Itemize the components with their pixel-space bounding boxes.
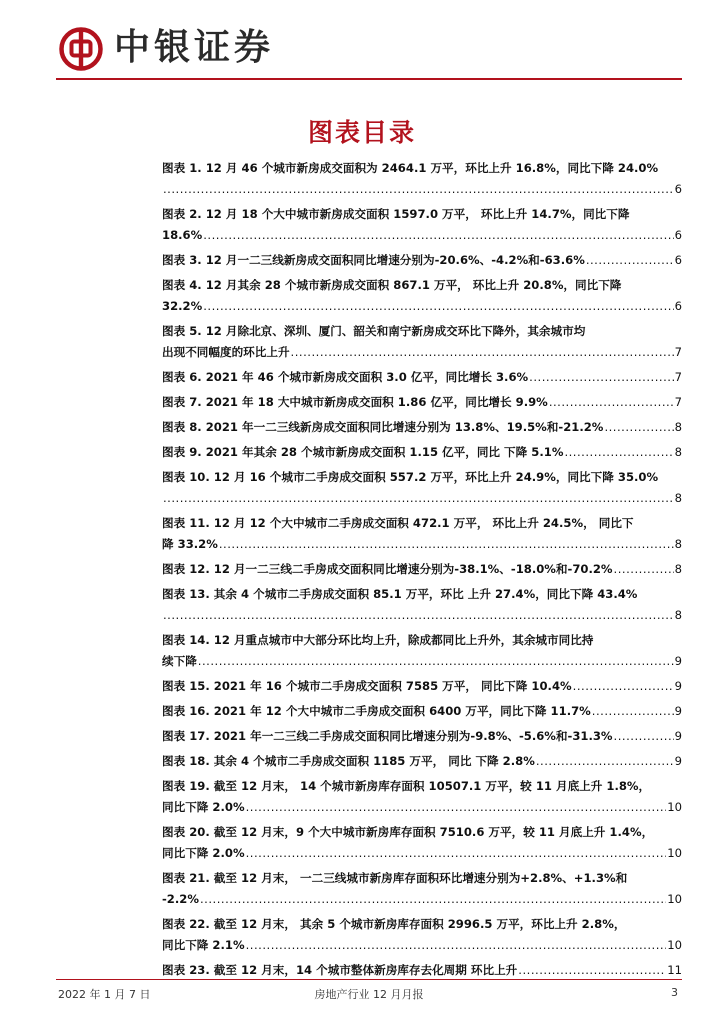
toc-entry[interactable] bbox=[162, 726, 682, 747]
toc-page-number: 10 bbox=[667, 892, 682, 906]
toc-leader-dots bbox=[219, 534, 674, 555]
toc-entry-text: 图表 20. 截至 12 月末，9 个大中城市新房库存面积 7510.6 万平，较 11 月底上升 1.4%， bbox=[162, 825, 654, 839]
toc-entry-text: 降 33.2% bbox=[162, 537, 218, 551]
toc-entry-line bbox=[162, 367, 682, 388]
toc-entry-line bbox=[162, 559, 682, 580]
toc-leader-dots bbox=[549, 392, 674, 413]
toc-entry-line bbox=[162, 868, 682, 889]
toc-entry-text: 图表 17. 2021 年一二三线二手房成交面积同比增速分别为-9.8%、-5.6%和-31.3% bbox=[162, 729, 613, 743]
toc-leader-dots bbox=[592, 701, 674, 722]
toc-entry[interactable] bbox=[162, 676, 682, 697]
toc-page-number: 8 bbox=[674, 420, 682, 434]
toc-leader-dots bbox=[586, 250, 674, 271]
toc-entry[interactable] bbox=[162, 868, 682, 910]
toc-entry[interactable] bbox=[162, 392, 682, 413]
toc-page-number: 9 bbox=[674, 679, 682, 693]
toc-entry-line bbox=[162, 275, 682, 296]
toc-entry-text: 同比下降 2.0% bbox=[162, 800, 245, 814]
toc-leader-dots bbox=[246, 843, 667, 864]
toc-entry[interactable] bbox=[162, 442, 682, 463]
toc-leader-dots bbox=[203, 225, 673, 246]
toc-entry-text: 图表 15. 2021 年 16 个城市二手房成交面积 7585 万平， 同比下降 10.4% bbox=[162, 679, 572, 693]
toc-entry-line bbox=[162, 417, 682, 438]
toc-entry-text: 图表 10. 12 月 16 个城市二手房成交面积 557.2 万平，环比上升 24.9%，同比下降 35.0% bbox=[162, 470, 659, 484]
toc-entry-text: 图表 18. 其余 4 个城市二手房成交面积 1185 万平， 同比 下降 2.8% bbox=[162, 754, 535, 768]
toc-entry-line bbox=[162, 392, 682, 413]
toc-entry-line bbox=[162, 914, 682, 935]
page-header bbox=[58, 24, 688, 74]
toc-entry-text: 图表 19. 截至 12 月末， 14 个城市新房库存面积 10507.1 万平，较 11 月底上升 1.8%， bbox=[162, 779, 651, 793]
toc-entry-text: 图表 21. 截至 12 月末， 一二三线城市新房库存面积环比增速分别为+2.8%、+1.3%和 bbox=[162, 871, 628, 885]
toc-entry-line bbox=[162, 513, 682, 534]
toc-entry-text: 32.2% bbox=[162, 299, 203, 313]
toc-entry-line bbox=[162, 797, 682, 818]
toc-entry[interactable] bbox=[162, 367, 682, 388]
toc-page-number: 7 bbox=[674, 395, 682, 409]
footer-date: 2022 年 1 月 7 日 bbox=[58, 988, 151, 1001]
toc-page-number: 9 bbox=[674, 729, 682, 743]
toc-leader-dots bbox=[518, 960, 666, 981]
toc-page-number: 9 bbox=[674, 654, 682, 668]
toc-entry-line bbox=[162, 676, 682, 697]
toc-entry-line bbox=[162, 204, 682, 225]
toc-entry-text: 图表 3. 12 月一二三线新房成交面积同比增速分别为-20.6%、-4.2%和-63.6% bbox=[162, 253, 585, 267]
header-divider bbox=[56, 78, 682, 80]
toc-entry[interactable] bbox=[162, 467, 682, 509]
toc-entry-text: 同比下降 2.0% bbox=[162, 846, 245, 860]
toc-page-number: 9 bbox=[674, 704, 682, 718]
toc-entry-line bbox=[162, 605, 682, 626]
toc-entry-text: 图表 2. 12 月 18 个大中城市新房成交面积 1597.0 万平， 环比上升 14.7%，同比下降 bbox=[162, 207, 630, 221]
toc-page-number: 8 bbox=[674, 562, 682, 576]
toc-entry[interactable] bbox=[162, 275, 682, 317]
toc-leader-dots bbox=[536, 751, 674, 772]
toc-entry-text: 图表 16. 2021 年 12 个大中城市二手房成交面积 6400 万平，同比下降 11.7% bbox=[162, 704, 591, 718]
footer-divider bbox=[56, 979, 682, 980]
toc-entry-text: 出现不同幅度的环比上升 bbox=[162, 345, 290, 359]
toc-entry-line bbox=[162, 751, 682, 772]
toc-entry-line bbox=[162, 935, 682, 956]
toc-entry[interactable] bbox=[162, 776, 682, 818]
toc-entry-text: -2.2% bbox=[162, 892, 199, 906]
toc-entry-text: 图表 6. 2021 年 46 个城市新房成交面积 3.0 亿平，同比增长 3.6% bbox=[162, 370, 529, 384]
toc-entry-text: 图表 12. 12 月一二三线二手房成交面积同比增速分别为-38.1%、-18.0%和-70.2% bbox=[162, 562, 613, 576]
toc-entry[interactable] bbox=[162, 914, 682, 956]
toc-entry-text: 图表 13. 其余 4 个城市二手房成交面积 85.1 万平，环比 上升 27.4%，同比下降 43.4% bbox=[162, 587, 638, 601]
toc-leader-dots bbox=[163, 179, 674, 200]
toc-leader-dots bbox=[604, 417, 673, 438]
toc-page-number: 8 bbox=[674, 537, 682, 551]
toc-entry[interactable] bbox=[162, 751, 682, 772]
toc-entry[interactable] bbox=[162, 559, 682, 580]
toc-page-number: 6 bbox=[674, 253, 682, 267]
toc-entry[interactable] bbox=[162, 701, 682, 722]
toc-entry[interactable] bbox=[162, 513, 682, 555]
toc-entry-line bbox=[162, 442, 682, 463]
toc-page-number: 7 bbox=[674, 345, 682, 359]
toc-entry-text: 同比下降 2.1% bbox=[162, 938, 245, 952]
toc-entry-text: 图表 14. 12 月重点城市中大部分环比均上升，除成都同比上升外，其余城市同比持 bbox=[162, 633, 594, 647]
toc-entry-line bbox=[162, 321, 682, 342]
bank-of-china-logo-icon bbox=[58, 26, 104, 72]
toc-entry-text: 图表 22. 截至 12 月末， 其余 5 个城市新房库存面积 2996.5 万平，环比上升 2.8%， bbox=[162, 917, 626, 931]
toc-entry-line bbox=[162, 179, 682, 200]
toc-leader-dots bbox=[564, 442, 673, 463]
toc-page-number: 11 bbox=[667, 963, 682, 977]
toc-entry-text: 图表 11. 12 月 12 个大中城市二手房成交面积 472.1 万平， 环比上升 24.5%， 同比下 bbox=[162, 516, 634, 530]
toc-entry[interactable] bbox=[162, 960, 682, 981]
toc-entry-line bbox=[162, 225, 682, 246]
toc-leader-dots bbox=[529, 367, 673, 388]
toc-entry-line bbox=[162, 651, 682, 672]
toc-entry-line bbox=[162, 342, 682, 363]
toc-entry-text: 图表 4. 12 月其余 28 个城市新房成交面积 867.1 万平， 环比上升 20.8%，同比下降 bbox=[162, 278, 622, 292]
toc-page-number: 10 bbox=[667, 800, 682, 814]
toc-entry-line bbox=[162, 488, 682, 509]
footer-page-number: 3 bbox=[671, 986, 678, 999]
toc-leader-dots bbox=[246, 797, 667, 818]
toc-entry-line bbox=[162, 843, 682, 864]
toc-page-number: 8 bbox=[674, 445, 682, 459]
toc-page-number: 6 bbox=[674, 228, 682, 242]
toc-leader-dots bbox=[200, 889, 666, 910]
toc-list bbox=[162, 158, 682, 985]
toc-entry-line bbox=[162, 467, 682, 488]
toc-entry-line bbox=[162, 534, 682, 555]
toc-leader-dots bbox=[573, 676, 674, 697]
toc-page-number: 6 bbox=[674, 299, 682, 313]
toc-leader-dots bbox=[203, 296, 673, 317]
toc-entry[interactable] bbox=[162, 250, 682, 271]
toc-entry-line bbox=[162, 822, 682, 843]
toc-entry[interactable] bbox=[162, 158, 682, 200]
toc-entry[interactable] bbox=[162, 822, 682, 864]
toc-entry-line bbox=[162, 960, 682, 981]
toc-leader-dots bbox=[163, 605, 674, 626]
toc-entry[interactable] bbox=[162, 321, 682, 363]
toc-entry[interactable] bbox=[162, 204, 682, 246]
toc-entry-text: 图表 7. 2021 年 18 大中城市新房成交面积 1.86 亿平，同比增长 9.9% bbox=[162, 395, 548, 409]
footer-report-name: 房地产行业 12 月月报 bbox=[314, 988, 424, 1001]
toc-page-number: 8 bbox=[674, 608, 682, 622]
toc-page-number: 10 bbox=[667, 938, 682, 952]
toc-entry-text: 18.6% bbox=[162, 228, 203, 242]
toc-entry-line bbox=[162, 584, 682, 605]
toc-entry-line bbox=[162, 630, 682, 651]
toc-entry-line bbox=[162, 296, 682, 317]
toc-leader-dots bbox=[614, 559, 674, 580]
toc-entry-text: 图表 5. 12 月除北京、深圳、厦门、韶关和南宁新房成交环比下降外，其余城市均 bbox=[162, 324, 586, 338]
toc-entry-line bbox=[162, 726, 682, 747]
toc-page-number: 9 bbox=[674, 754, 682, 768]
toc-entry-text: 图表 9. 2021 年其余 28 个城市新房成交面积 1.15 亿平，同比 下降 5.1% bbox=[162, 445, 564, 459]
toc-leader-dots bbox=[163, 488, 674, 509]
toc-entry[interactable] bbox=[162, 417, 682, 438]
toc-entry-text: 续下降 bbox=[162, 654, 197, 668]
toc-entry-text: 图表 8. 2021 年一二三线新房成交面积同比增速分别为 13.8%、19.5%和-21.2% bbox=[162, 420, 604, 434]
toc-entry-line bbox=[162, 250, 682, 271]
toc-entry-text: 图表 1. 12 月 46 个城市新房成交面积为 2464.1 万平，环比上升 16.8%，同比下降 24.0% bbox=[162, 161, 659, 175]
toc-entry-text: 图表 23. 截至 12 月末，14 个城市整体新房库存去化周期 环比上升 bbox=[162, 963, 518, 977]
toc-entry-line bbox=[162, 701, 682, 722]
toc-leader-dots bbox=[291, 342, 674, 363]
toc-entry-line bbox=[162, 776, 682, 797]
brand-name: 中银证券 bbox=[114, 27, 275, 68]
toc-entry[interactable] bbox=[162, 630, 682, 672]
toc-page-number: 10 bbox=[667, 846, 682, 860]
toc-page-number: 8 bbox=[674, 491, 682, 505]
toc-entry[interactable] bbox=[162, 584, 682, 626]
toc-leader-dots bbox=[198, 651, 674, 672]
toc-page-number: 6 bbox=[674, 182, 682, 196]
toc-entry-line bbox=[162, 889, 682, 910]
toc-title: 图表目录 bbox=[307, 118, 416, 147]
toc-entry-line bbox=[162, 158, 682, 179]
toc-leader-dots bbox=[246, 935, 667, 956]
toc-leader-dots bbox=[614, 726, 674, 747]
toc-page-number: 7 bbox=[674, 370, 682, 384]
